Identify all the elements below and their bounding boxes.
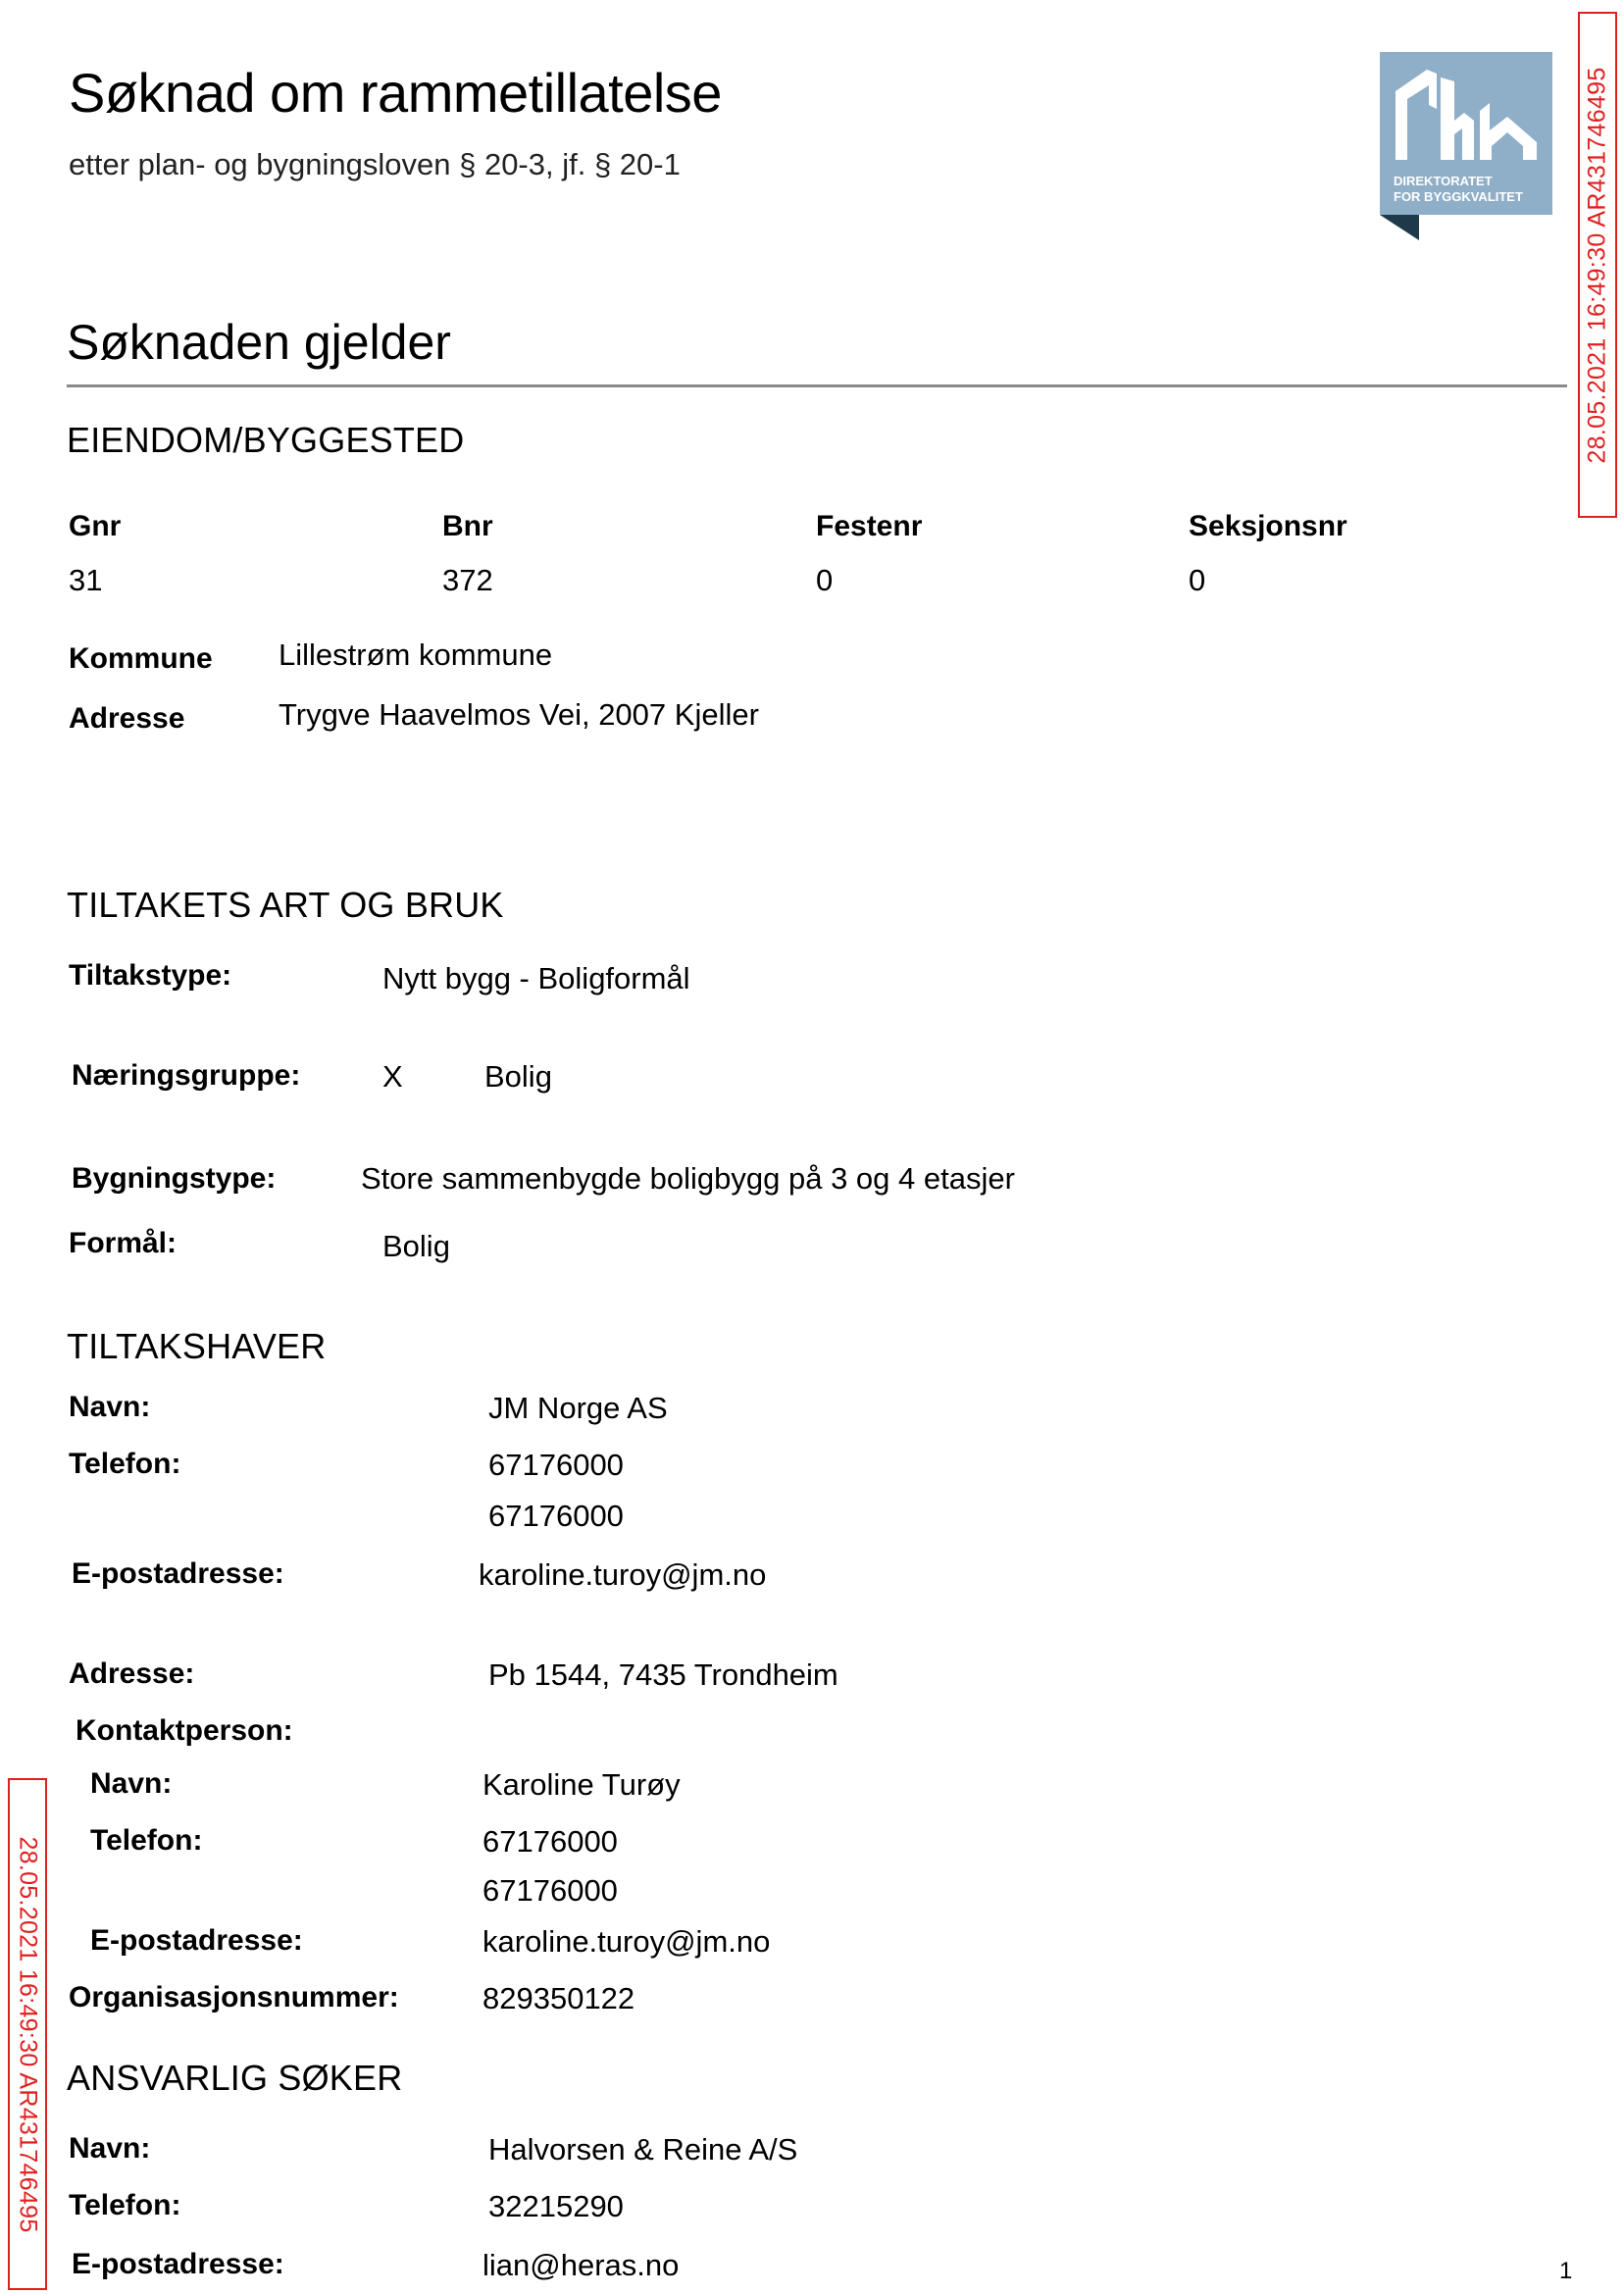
ansvarlig-epost-label: E-postadresse: bbox=[72, 2248, 284, 2280]
tiltakstype-label: Tiltakstype: bbox=[69, 959, 232, 992]
ansvarlig-telefon-label: Telefon: bbox=[69, 2189, 181, 2221]
tiltakshaver-navn-label: Navn: bbox=[69, 1391, 151, 1423]
kontakt-telefon-value-2: 67176000 bbox=[482, 1873, 618, 1908]
kontakt-epost-value: karoline.turoy@jm.no bbox=[482, 1924, 771, 1959]
stamp-text: 28.05.2021 16:49:30 AR431746495 bbox=[1583, 66, 1611, 464]
dibk-logo bbox=[1380, 52, 1552, 240]
naeringsgruppe-code: X bbox=[382, 1059, 403, 1094]
logo-text-line2: FOR BYGGKVALITET bbox=[1394, 189, 1523, 204]
tiltakshaver-heading: TILTAKSHAVER bbox=[67, 1326, 327, 1366]
document-title: Søknad om rammetillatelse bbox=[69, 62, 722, 124]
formal-value: Bolig bbox=[382, 1229, 450, 1263]
gnr-value: 31 bbox=[69, 563, 103, 597]
document-subtitle: etter plan- og bygningsloven § 20-3, jf. § 20-1 bbox=[69, 147, 681, 181]
naeringsgruppe-label: Næringsgruppe: bbox=[72, 1059, 301, 1092]
tiltakshaver-telefon-value-1: 67176000 bbox=[488, 1448, 624, 1482]
kontaktperson-label: Kontaktperson: bbox=[76, 1714, 293, 1747]
logo-text-line1: DIREKTORATET bbox=[1394, 174, 1493, 188]
receipt-stamp-right bbox=[1578, 12, 1617, 518]
tiltakshaver-adresse-label: Adresse: bbox=[69, 1657, 195, 1690]
kommune-value: Lillestrøm kommune bbox=[279, 637, 553, 672]
naeringsgruppe-value: Bolig bbox=[484, 1059, 552, 1094]
kontakt-navn-value: Karoline Turøy bbox=[482, 1767, 681, 1802]
orgnr-value: 829350122 bbox=[482, 1981, 635, 2015]
tiltakshaver-telefon-label: Telefon: bbox=[69, 1448, 181, 1480]
bnr-label: Bnr bbox=[442, 510, 493, 542]
adresse-label: Adresse bbox=[69, 702, 185, 735]
kommune-label: Kommune bbox=[69, 642, 213, 675]
stamp-text: 28.05.2021 16:49:30 AR431746495 bbox=[14, 1835, 42, 2233]
kontakt-navn-label: Navn: bbox=[90, 1767, 173, 1800]
section-title: Søknaden gjelder bbox=[67, 315, 451, 370]
ansvarlig-navn-label: Navn: bbox=[69, 2132, 151, 2165]
tiltakshaver-telefon-value-2: 67176000 bbox=[488, 1499, 624, 1533]
ansvarlig-telefon-value: 32215290 bbox=[488, 2189, 624, 2223]
seksjonsnr-value: 0 bbox=[1189, 563, 1206, 597]
ansvarlig-navn-value: Halvorsen & Reine A/S bbox=[488, 2132, 798, 2167]
section-divider bbox=[67, 384, 1567, 387]
formal-label: Formål: bbox=[69, 1227, 178, 1259]
kontakt-telefon-label: Telefon: bbox=[90, 1824, 203, 1857]
page-number: 1 bbox=[1559, 2258, 1573, 2284]
tiltak-heading: TILTAKETS ART OG BRUK bbox=[67, 885, 504, 925]
tiltakshaver-epost-value: karoline.turoy@jm.no bbox=[479, 1557, 767, 1592]
seksjonsnr-label: Seksjonsnr bbox=[1189, 510, 1347, 542]
kontakt-epost-label: E-postadresse: bbox=[90, 1924, 303, 1957]
adresse-value: Trygve Haavelmos Vei, 2007 Kjeller bbox=[279, 697, 759, 732]
eiendom-heading: EIENDOM/BYGGESTED bbox=[67, 420, 465, 460]
bygningstype-value: Store sammenbygde boligbygg på 3 og 4 etasjer bbox=[361, 1161, 1015, 1196]
tiltakstype-value: Nytt bygg - Boligformål bbox=[382, 961, 690, 995]
kontakt-telefon-value-1: 67176000 bbox=[482, 1824, 618, 1859]
ansvarlig-heading: ANSVARLIG SØKER bbox=[67, 2058, 403, 2098]
tiltakshaver-navn-value: JM Norge AS bbox=[488, 1391, 668, 1425]
tiltakshaver-adresse-value: Pb 1544, 7435 Trondheim bbox=[488, 1657, 838, 1692]
bnr-value: 372 bbox=[442, 563, 493, 597]
bygningstype-label: Bygningstype: bbox=[72, 1162, 277, 1195]
festenr-label: Festenr bbox=[816, 510, 923, 542]
tiltakshaver-epost-label: E-postadresse: bbox=[72, 1557, 284, 1590]
logo-graphic bbox=[1380, 52, 1552, 240]
receipt-stamp-left bbox=[8, 1778, 47, 2290]
festenr-value: 0 bbox=[816, 563, 834, 597]
ansvarlig-epost-value: lian@heras.no bbox=[482, 2248, 680, 2282]
orgnr-label: Organisasjonsnummer: bbox=[69, 1981, 399, 2014]
gnr-label: Gnr bbox=[69, 510, 122, 542]
